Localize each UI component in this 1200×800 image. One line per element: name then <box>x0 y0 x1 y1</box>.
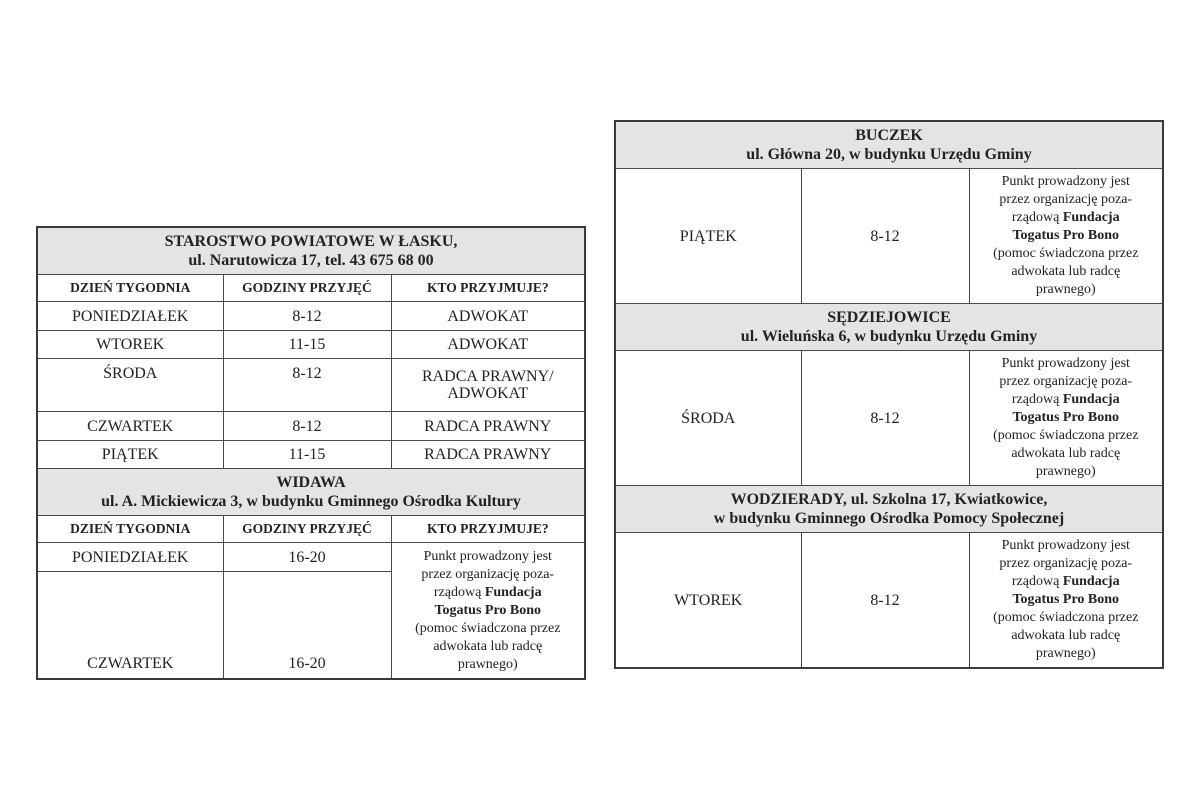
desc-line: (pomoc świadczona przez <box>993 246 1139 261</box>
day-cell: PIĄTEK <box>615 169 801 304</box>
hours-cell: 8-12 <box>223 359 391 412</box>
day-cell: PONIEDZIAŁEK <box>37 302 223 331</box>
desc-line: Punkt prowadzony jest <box>1001 356 1130 371</box>
desc-line: adwokata lub radcę <box>1011 446 1121 461</box>
hours-cell: 16-20 <box>223 572 391 680</box>
desc-line: przez organizację poza- <box>421 566 555 582</box>
wodzierady-header <box>615 486 1163 533</box>
desc-text: rządową <box>1011 574 1063 589</box>
hours-cell: 16-20 <box>223 543 391 572</box>
hours-cell: 11-15 <box>223 441 391 469</box>
desc-line <box>974 391 1159 409</box>
desc-line: adwokata lub radcę <box>1011 628 1121 643</box>
who-cell <box>391 359 585 412</box>
desc-bold-line: Togatus Pro Bono <box>1012 410 1120 425</box>
desc-line <box>396 584 581 602</box>
desc-text: rządową <box>1011 392 1063 407</box>
table-row <box>37 441 585 469</box>
description-cell <box>969 169 1163 304</box>
who-cell: RADCA PRAWNY <box>391 441 585 469</box>
widawa-header <box>37 469 585 516</box>
widawa-address: ul. A. Mickiewicza 3, w budynku Gminnego Ośrodka Kultury <box>101 493 521 510</box>
table-row <box>37 412 585 441</box>
buczek-header <box>615 121 1163 169</box>
day-cell: WTOREK <box>37 331 223 359</box>
starostwo-title: STAROSTWO POWIATOWE W ŁASKU, <box>164 233 458 250</box>
who-line: RADCA PRAWNY/ <box>421 368 554 385</box>
desc-text: rządową <box>1011 210 1063 225</box>
table-row <box>37 302 585 331</box>
day-cell: PIĄTEK <box>37 441 223 469</box>
column-header-day: DZIEŃ TYGODNIA <box>37 275 223 302</box>
desc-bold: Fundacja <box>1062 574 1120 589</box>
desc-line: Punkt prowadzony jest <box>423 548 552 564</box>
day-cell: CZWARTEK <box>37 572 223 680</box>
table-row <box>615 169 1163 304</box>
hours-cell: 8-12 <box>801 351 969 486</box>
desc-line: Punkt prowadzony jest <box>1001 538 1130 553</box>
day-cell: CZWARTEK <box>37 412 223 441</box>
column-header-hours: GODZINY PRZYJĘĆ <box>223 275 391 302</box>
desc-bold: Fundacja <box>1062 392 1120 407</box>
who-cell: ADWOKAT <box>391 331 585 359</box>
desc-line: prawnego) <box>1035 646 1096 661</box>
hours-cell: 8-12 <box>801 533 969 669</box>
who-line: ADWOKAT <box>447 385 529 402</box>
table-row <box>615 351 1163 486</box>
desc-bold-line: Togatus Pro Bono <box>1012 228 1120 243</box>
sedziejowice-header <box>615 304 1163 351</box>
starostwo-address: ul. Narutowicza 17, tel. 43 675 68 00 <box>188 252 434 269</box>
desc-line <box>974 209 1159 227</box>
desc-line <box>974 573 1159 591</box>
desc-bold: Fundacja <box>1062 210 1120 225</box>
description-cell <box>391 543 585 680</box>
sedziejowice-title: SĘDZIEJOWICE <box>827 309 951 326</box>
desc-line: (pomoc świadczona przez <box>993 610 1139 625</box>
hours-cell: 8-12 <box>801 169 969 304</box>
desc-line: (pomoc świadczona przez <box>993 428 1139 443</box>
buczek-title: BUCZEK <box>855 127 923 144</box>
table-row <box>615 533 1163 669</box>
column-header-hours: GODZINY PRZYJĘĆ <box>223 516 391 543</box>
desc-bold-line: Togatus Pro Bono <box>1012 592 1120 607</box>
desc-line: przez organizację poza- <box>999 556 1133 571</box>
who-cell: RADCA PRAWNY <box>391 412 585 441</box>
desc-line: adwokata lub radcę <box>1011 264 1121 279</box>
desc-line: adwokata lub radcę <box>433 638 543 654</box>
desc-line: prawnego) <box>1035 464 1096 479</box>
description-cell <box>969 351 1163 486</box>
table-row <box>37 359 585 412</box>
desc-line: (pomoc świadczona przez <box>415 620 561 636</box>
desc-line: prawnego) <box>1035 282 1096 297</box>
description-cell <box>969 533 1163 669</box>
day-cell: ŚRODA <box>615 351 801 486</box>
widawa-title: WIDAWA <box>276 474 346 491</box>
table-row <box>37 331 585 359</box>
column-header-who: KTO PRZYJMUJE? <box>391 516 585 543</box>
desc-line: przez organizację poza- <box>999 374 1133 389</box>
left-schedule-table <box>36 226 586 680</box>
table-row <box>37 543 585 572</box>
sedziejowice-address: ul. Wieluńska 6, w budynku Urzędu Gminy <box>740 328 1038 345</box>
desc-bold: Fundacja <box>484 584 542 600</box>
column-header-day: DZIEŃ TYGODNIA <box>37 516 223 543</box>
wodzierady-address: w budynku Gminnego Ośrodka Pomocy Społecznej <box>713 510 1065 527</box>
day-cell: WTOREK <box>615 533 801 669</box>
who-cell: ADWOKAT <box>391 302 585 331</box>
column-header-who: KTO PRZYJMUJE? <box>391 275 585 302</box>
desc-text: rządową <box>433 584 485 600</box>
hours-cell: 8-12 <box>223 302 391 331</box>
desc-line: przez organizację poza- <box>999 192 1133 207</box>
desc-bold-line: Togatus Pro Bono <box>434 602 542 618</box>
right-schedule-table <box>614 120 1164 669</box>
hours-cell: 11-15 <box>223 331 391 359</box>
starostwo-header <box>37 227 585 275</box>
hours-cell: 8-12 <box>223 412 391 441</box>
day-cell: ŚRODA <box>37 359 223 412</box>
day-cell: PONIEDZIAŁEK <box>37 543 223 572</box>
buczek-address: ul. Główna 20, w budynku Urzędu Gminy <box>746 146 1032 163</box>
desc-line: prawnego) <box>457 656 518 672</box>
wodzierady-title: WODZIERADY, ul. Szkolna 17, Kwiatkowice, <box>730 491 1048 508</box>
desc-line: Punkt prowadzony jest <box>1001 174 1130 189</box>
